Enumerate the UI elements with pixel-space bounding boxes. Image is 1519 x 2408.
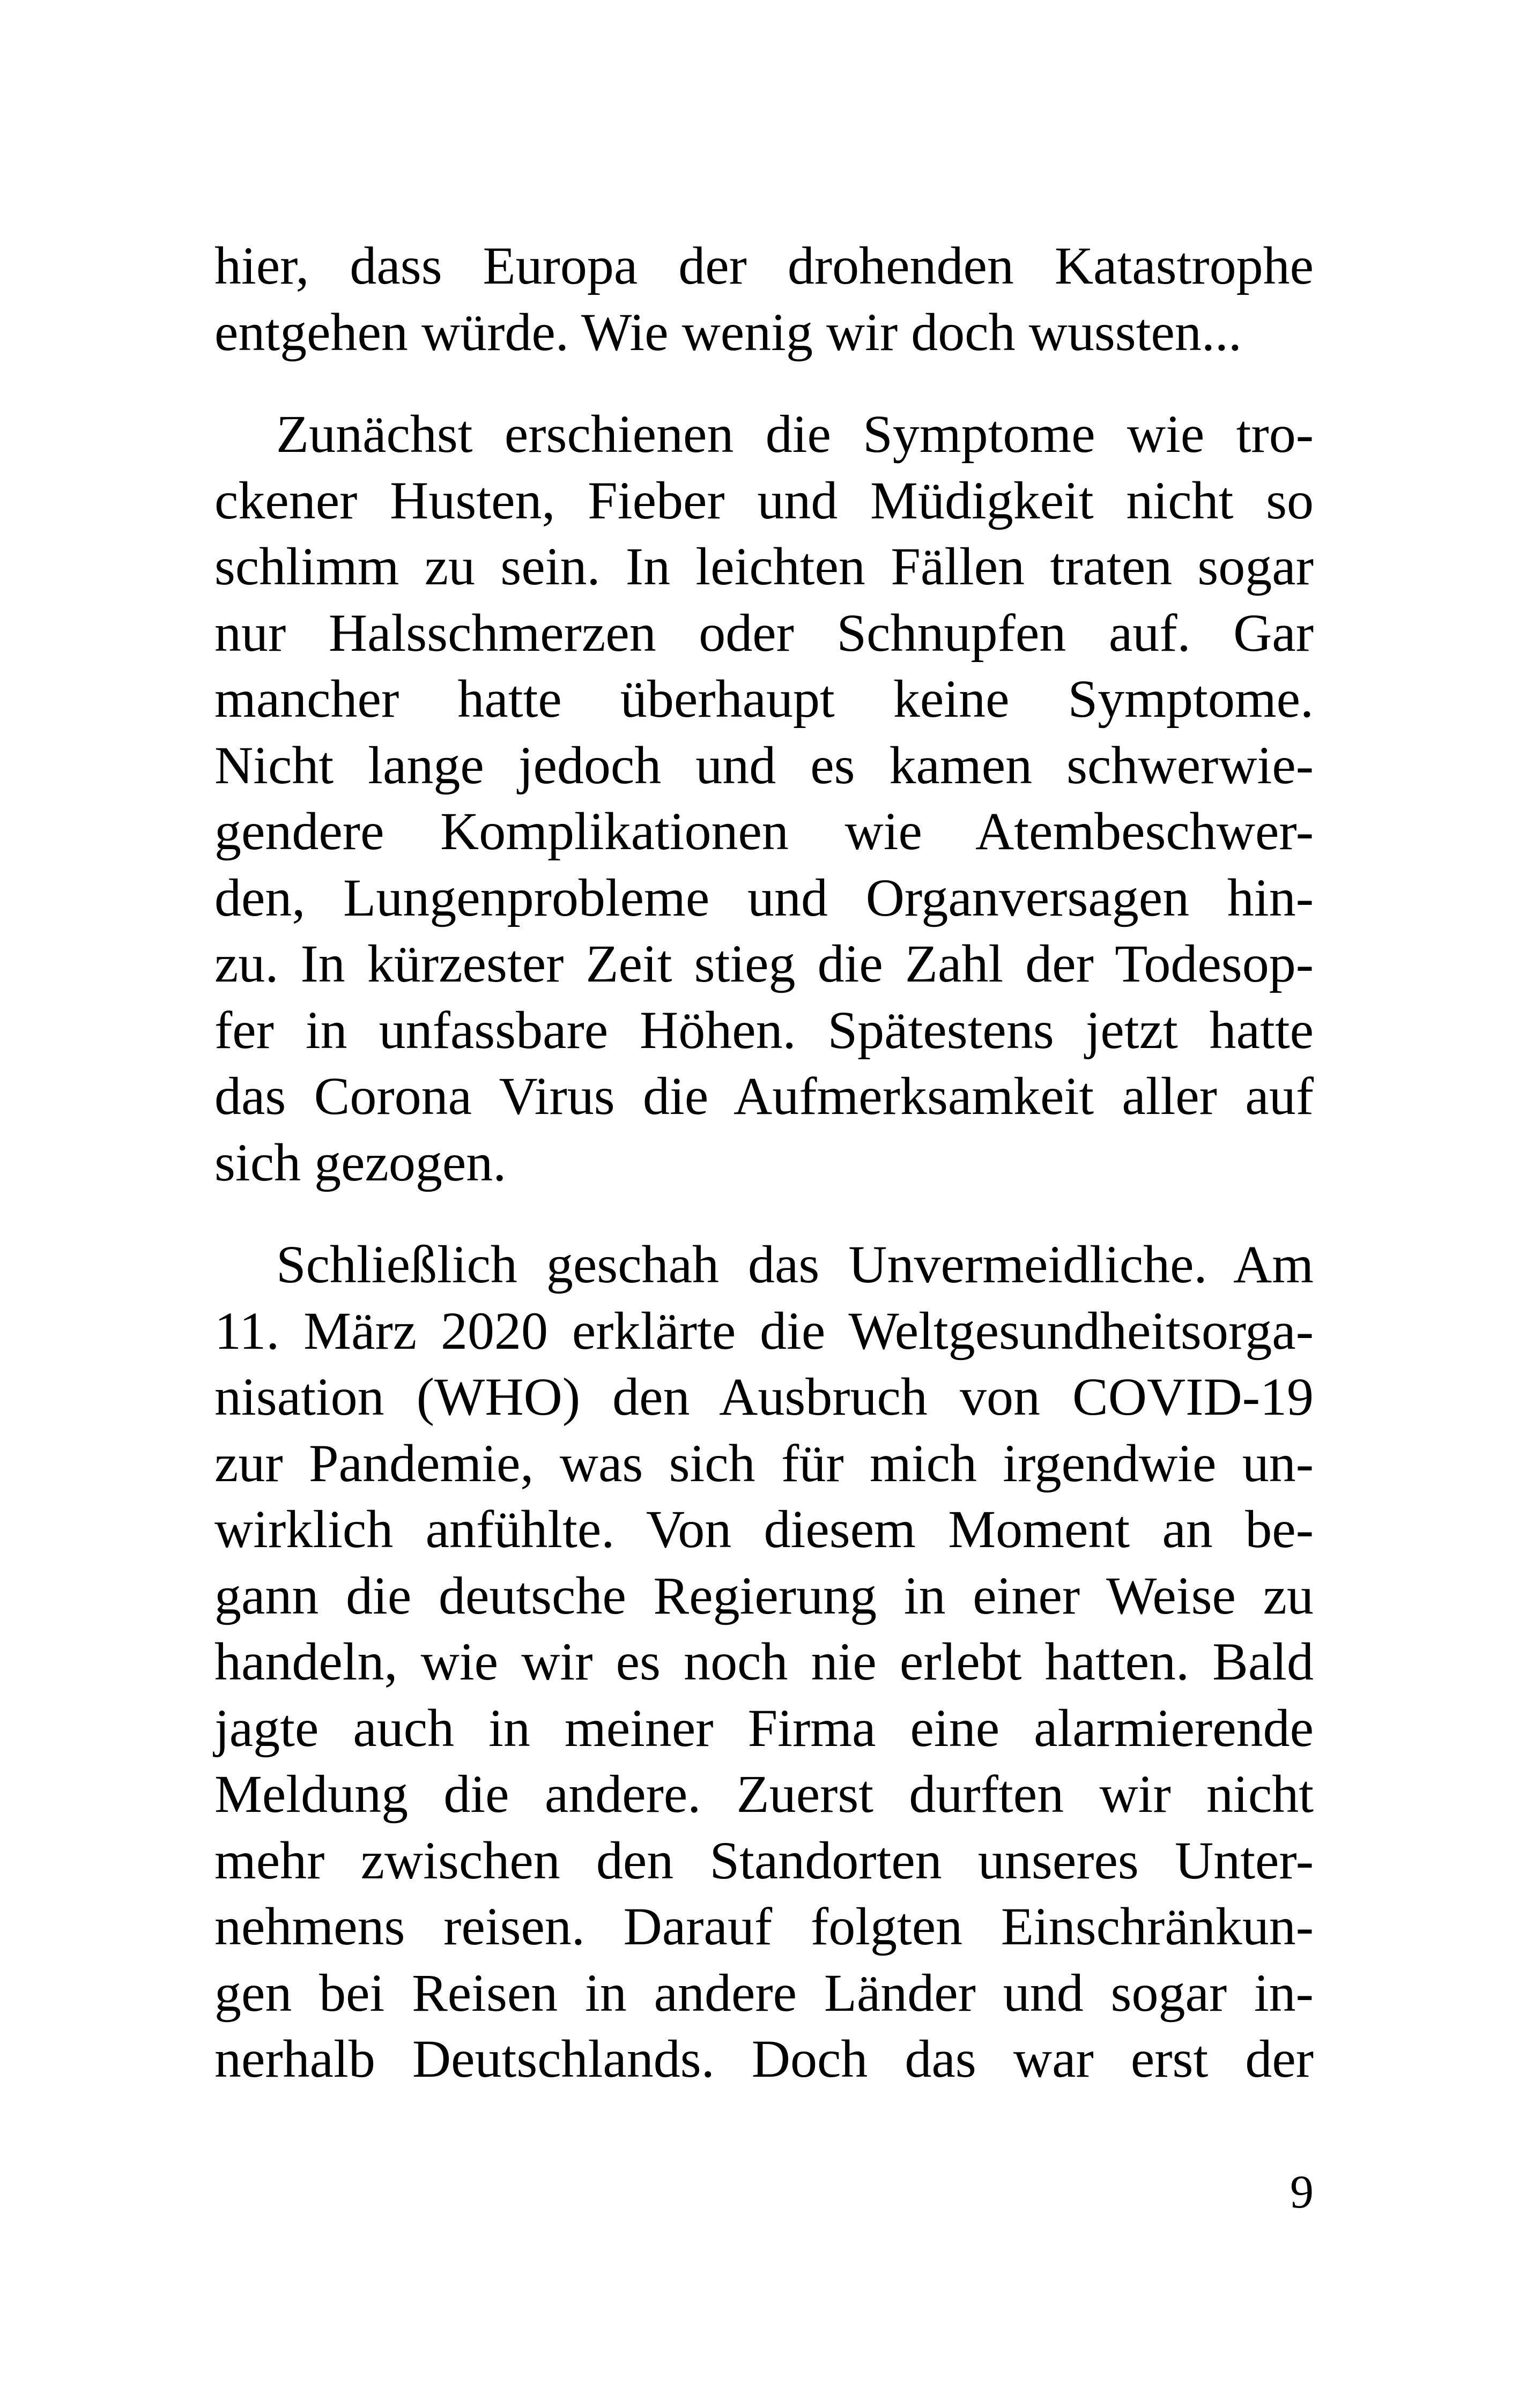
text-line: gen bei Reisen in andere Länder und sogar in-: [214, 1963, 1314, 2023]
text-line: gendere Komplikationen wie Atembeschwer-: [214, 801, 1314, 861]
paragraph: [214, 401, 1314, 1195]
paragraph: [214, 233, 1314, 365]
text-line: mehr zwischen den Standorten unseres Unter-: [214, 1830, 1314, 1890]
paragraph: [214, 1231, 1314, 2092]
text-line: 11. März 2020 erklärte die Weltgesundheitsorga-: [214, 1300, 1314, 1361]
text-line: entgehen würde. Wie wenig wir doch wussten...: [214, 302, 1242, 362]
page-number: 9: [1290, 2166, 1314, 2218]
text-line: zur Pandemie, was sich für mich irgendwie un-: [214, 1433, 1314, 1493]
text-line: schlimm zu sein. In leichten Fällen traten sogar: [214, 537, 1314, 596]
text-line: handeln, wie wir es noch nie erlebt hatten. Bald: [214, 1632, 1314, 1691]
text-line: Zunächst erschienen die Symptome wie tro-: [276, 404, 1314, 464]
text-line: Nicht lange jedoch und es kamen schwerwie-: [214, 735, 1314, 795]
text-line: den, Lungenprobleme und Organversagen hin-: [214, 867, 1314, 927]
text-line: nehmens reisen. Darauf folgten Einschränkun-: [214, 1897, 1314, 1956]
text-line: gann die deutsche Regierung in einer Weise zu: [214, 1565, 1314, 1625]
text-line: nisation (WHO) den Ausbruch von COVID-19: [214, 1367, 1314, 1426]
text-line: Schließlich geschah das Unvermeidliche. Am: [276, 1235, 1314, 1294]
text-line: zu. In kürzester Zeit stieg die Zahl der Todesop-: [214, 934, 1314, 993]
text-line: ckener Husten, Fieber und Müdigkeit nicht so: [214, 470, 1314, 530]
text-line: wirklich anfühlte. Von diesem Moment an be-: [214, 1499, 1314, 1559]
text-line: sich gezogen.: [214, 1132, 507, 1192]
text-line: hier, dass Europa der drohenden Katastrophe: [214, 236, 1314, 295]
paragraph-spacer: [214, 365, 1314, 401]
text-line: nur Halsschmerzen oder Schnupfen auf. Gar: [214, 603, 1314, 663]
text-line: mancher hatte überhaupt keine Symptome.: [214, 669, 1314, 729]
text-line: das Corona Virus die Aufmerksamkeit aller auf: [214, 1066, 1314, 1126]
text-line: jagte auch in meiner Firma eine alarmierende: [214, 1698, 1314, 1758]
body-text: [214, 233, 1314, 2092]
paragraph-spacer: [214, 1195, 1314, 1231]
text-line: Meldung die andere. Zuerst durften wir nicht: [214, 1764, 1314, 1824]
text-line: fer in unfassbare Höhen. Spätestens jetzt hatte: [214, 1000, 1314, 1060]
text-line: nerhalb Deutschlands. Doch das war erst der: [214, 2029, 1314, 2089]
